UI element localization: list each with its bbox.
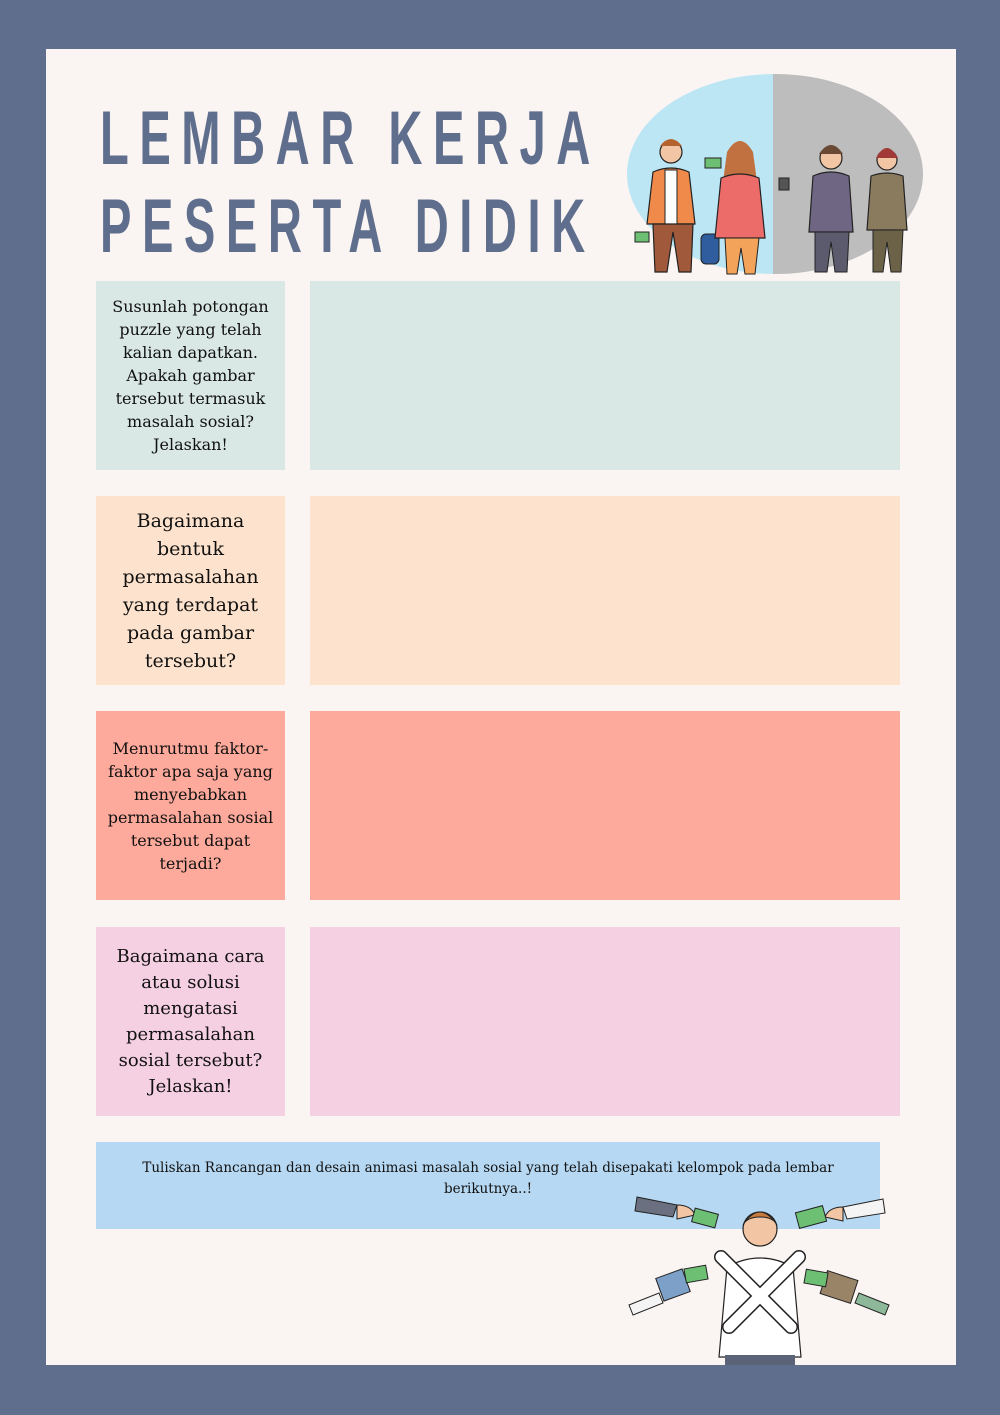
instruction-note-text: Tuliskan Rancangan dan desain animasi masalah sosial yang telah disepakati kelompok pada lembar berikutnya..!	[142, 1160, 834, 1197]
answer-box-1[interactable]	[310, 281, 900, 470]
question-4-text: Bagaimana cara atau solusi mengatasi permasalahan sosial tersebut? Jelaskan!	[116, 945, 265, 1097]
page-title	[100, 95, 601, 271]
answer-box-2[interactable]	[310, 496, 900, 685]
title-line-2: PESERTA DIDIK	[100, 184, 596, 269]
question-box-2	[96, 496, 285, 685]
title-line-1: LEMBAR KERJA	[100, 96, 601, 181]
question-box-3	[96, 711, 285, 900]
question-1-text: Susunlah potongan puzzle yang telah kalian dapatkan. Apakah gambar tersebut termasuk masalah sosial? Jelaskan!	[112, 297, 269, 454]
question-2-text: Bagaimana bentuk permasalahan yang terdapat pada gambar tersebut?	[122, 509, 259, 672]
question-box-4	[96, 927, 285, 1116]
question-3-text: Menurutmu faktor-faktor apa saja yang menyebabkan permasalahan sosial tersebut dapat terjadi?	[107, 738, 274, 873]
question-box-1	[96, 281, 285, 470]
man-refusing-money-illustration	[625, 1185, 895, 1365]
rich-and-poor-people-illustration	[625, 74, 925, 276]
answer-box-3[interactable]	[310, 711, 900, 900]
answer-box-4[interactable]	[310, 927, 900, 1116]
